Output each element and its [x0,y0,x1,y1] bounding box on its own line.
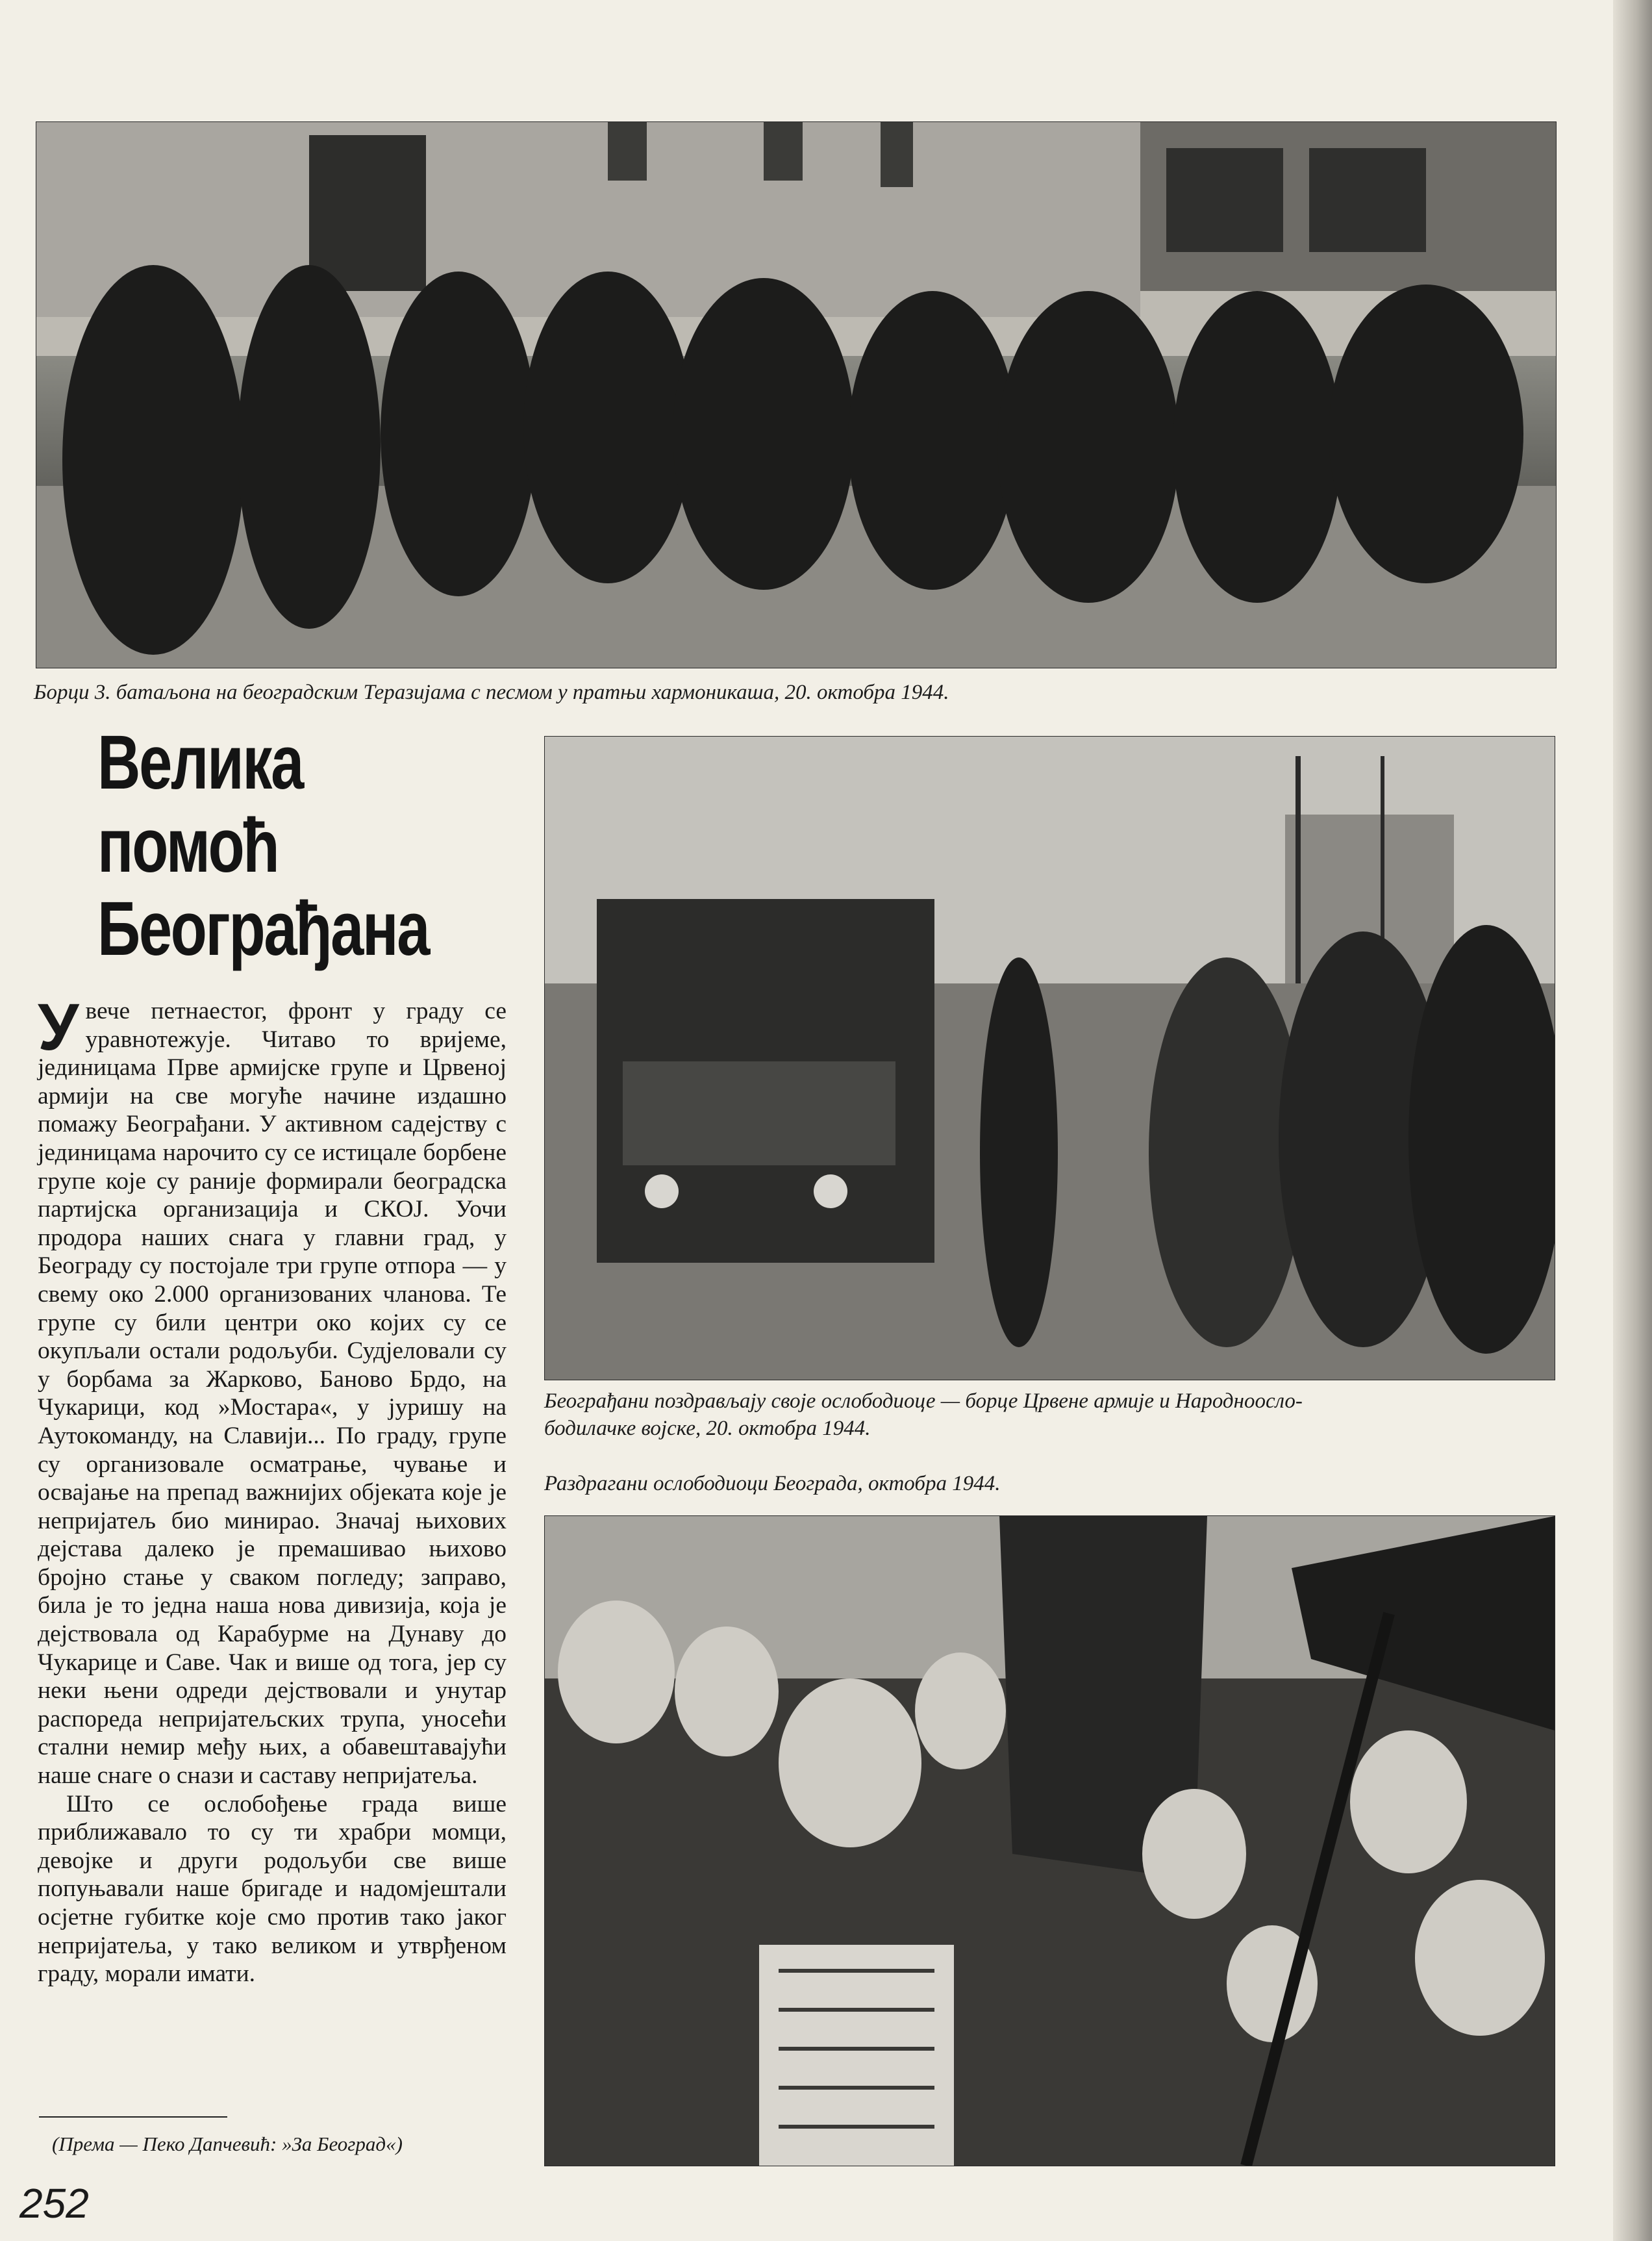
title-line-2: помоћ [97,803,279,889]
title-line-3: Београђана [97,886,429,972]
photo-greeting-liberators [544,736,1555,1380]
footnote-rule [39,2116,227,2118]
paragraph-2: Што се ослобођење града више приближавало то су ти храбри момци, девојке и други родољуби све више попуњавали наше бригаде и надомјештали осјетне губитке које смо против тако јаког непријатеља, у тако великом и утврђеном граду, морали имати. [38,1790,507,1988]
photo-marching-battalion [36,121,1557,668]
source-citation: (Према — Пеко Дапчевић: »За Београд«) [52,2133,403,2155]
photo3-caption: Раздрагани ослободиоци Београда, октобра 1944. [544,1472,1001,1495]
photo2-caption-line2: бодилачке војске, 20. октобра 1944. [544,1417,871,1440]
dropcap: У [38,990,79,1064]
photo1-caption: Борци 3. батаљона на београдским Теразијама с песмом у пратњи хармоникаша, 20. октобра 1944. [34,681,949,704]
article-title [97,720,429,972]
paragraph-1-text: вече петнаестог, фронт у граду се уравнотежује. Читаво то вријеме, јединицама Прве армијске групе и Црвеној армији на све могуће начине издашно помажу Београђани. У активном садејству с јединицама нарочито су се истицале борбене групе које су раније формирали београдска партијска организација и СКОЈ. Уочи продора наших снага у главни град, у Београду су постојале три групе отпора — у свему око 2.000 организованих чланова. Те групе су били центри око којих су се окупљали остали родољуби. Судјеловали су у борбама за Жарково, Баново Брдо, на Чукарици, код »Мостара«, у јуришу на Аутокоманду, на Славији... По граду, групе су организовале осматрање, чување и освајање на препад важнијих објеката које је непријатељ био минирао. Значај њихових дејстава далеко је премашивао њихово бројно стање у сваком погледу; заправо, била је то једна наша нова дивизија, која је дејствовала од Карабурме на Дунаву до Чукарице и Саве. Чак и више од тога, јер су неки њени одреди дејствовали и унутар распореда непријатељских трупа, уносећи стални немир међу њих, а обавештавајући наше снаге о снази и саставу непријатеља. [38,998,507,1790]
photo-joyful-liberators [544,1515,1555,2166]
photo2-caption-line1: Београђани поздрављају своје ослободиоце — борце Црвене армије и Народноосло- [544,1389,1303,1413]
title-line-1: Велика [97,720,303,805]
page-edge [1613,0,1652,2241]
paragraph-1 [38,990,507,1790]
article-body [38,990,507,1988]
page-number: 252 [19,2180,89,2227]
